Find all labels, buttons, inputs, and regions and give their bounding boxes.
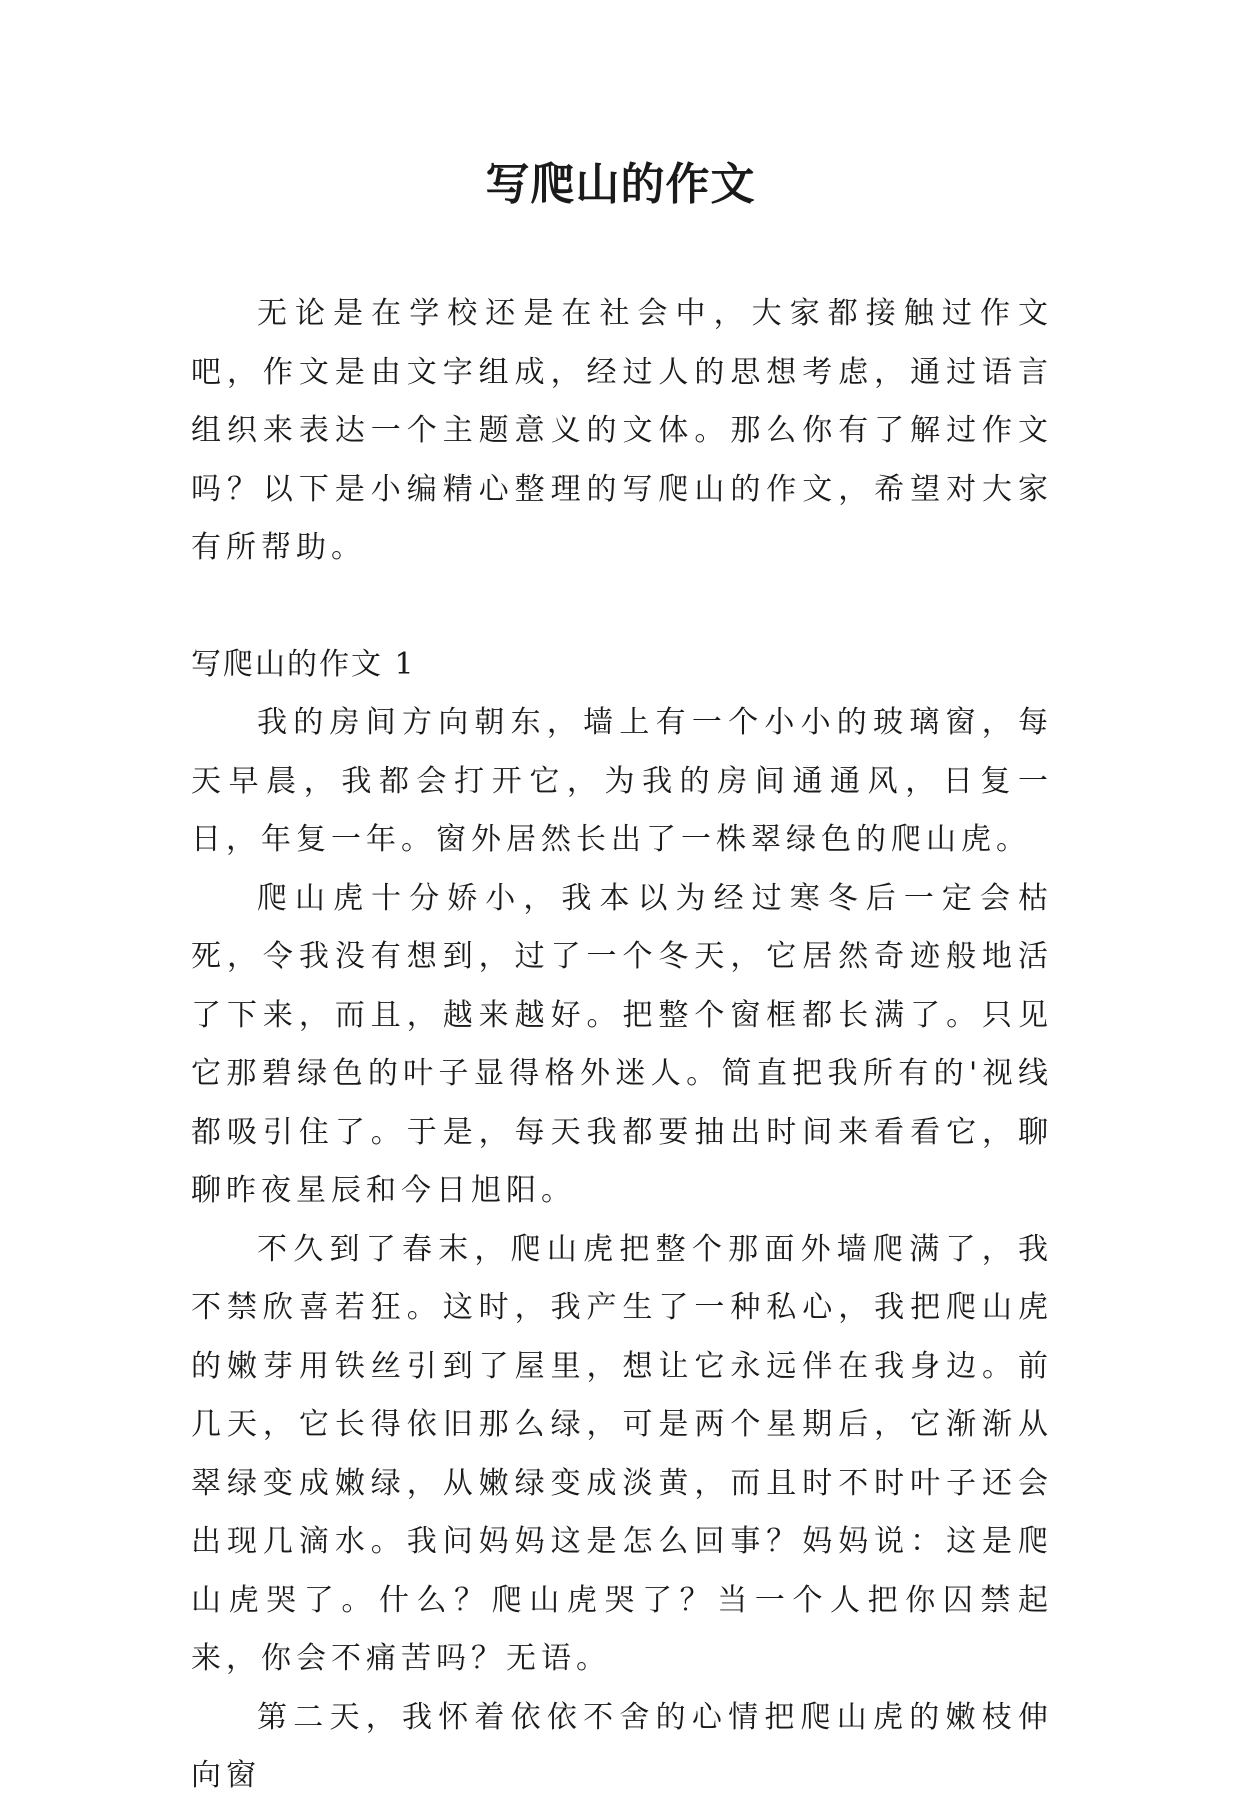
body-paragraph-2: 爬山虎十分娇小，我本以为经过寒冬后一定会枯死，令我没有想到，过了一个冬天，它居然奇迹般地活了下来，而且，越来越好。把整个窗框都长满了。只见它那碧绿色的叶子显得格外迷人。简直把我所有的'视线都吸引住了。于是，每天我都要抽出时间来看看它，聊聊昨夜星辰和今日旭阳。 <box>191 880 1053 1208</box>
body-paragraph-3: 不久到了春末，爬山虎把整个那面外墙爬满了，我不禁欣喜若狂。这时，我产生了一种私心，我把爬山虎的嫩芽用铁丝引到了屋里，想让它永远伴在我身边。前几天，它长得依旧那么绿，可是两个星期后，它渐渐从翠绿变成嫩绿，从嫩绿变成淡黄，而且时不时叶子还会出现几滴水。我问妈妈这是怎么回事？妈妈说：这是爬山虎哭了。什么？爬山虎哭了？当一个人把你囚禁起来，你会不痛苦吗？无语。 <box>191 1231 1053 1676</box>
body-paragraph-1: 我的房间方向朝东，墙上有一个小小的玻璃窗，每天早晨，我都会打开它，为我的房间通通风，日复一日，年复一年。窗外居然长出了一株翠绿色的爬山虎。 <box>191 705 1053 857</box>
document-title: 写爬山的作文 <box>485 159 756 210</box>
section-heading: 写爬山的作文 1 <box>191 646 416 682</box>
document-body <box>191 285 1053 1806</box>
intro-paragraph: 无论是在学校还是在社会中，大家都接触过作文吧，作文是由文字组成，经过人的思想考虑，通过语言组织来表达一个主题意义的文体。那么你有了解过作文吗？以下是小编精心整理的写爬山的作文，希望对大家有所帮助。 <box>191 296 1053 565</box>
body-paragraph-4: 第二天，我怀着依依不舍的心情把爬山虎的嫩枝伸向窗 <box>191 1699 1053 1793</box>
